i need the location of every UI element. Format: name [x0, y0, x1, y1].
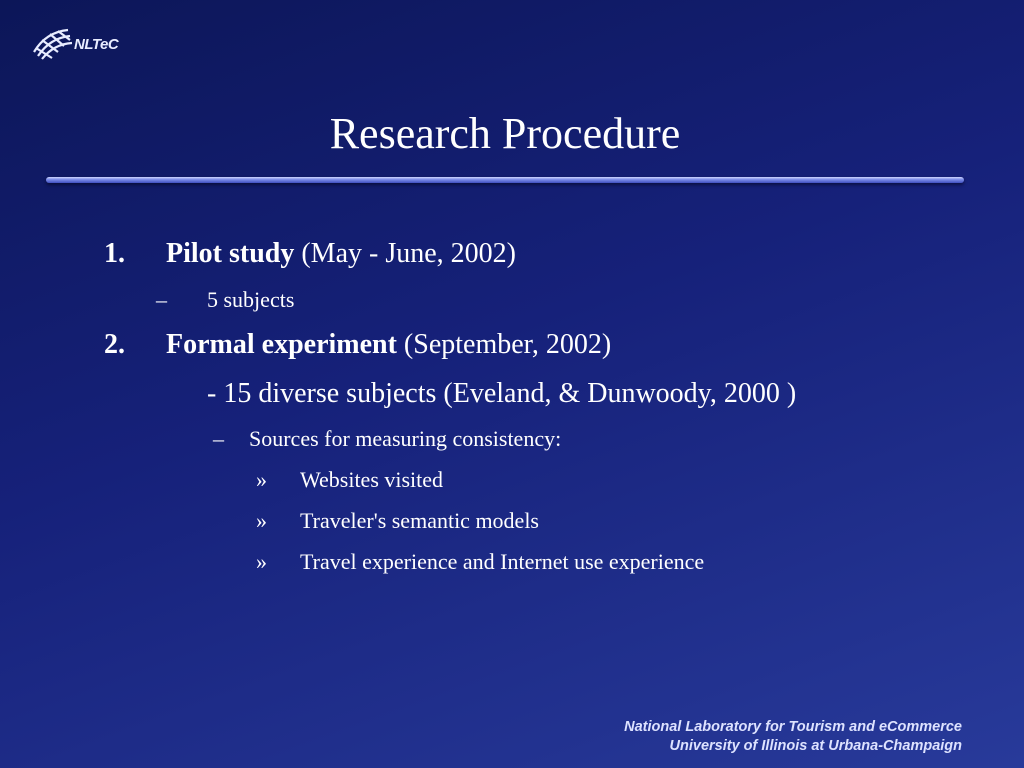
subsub-bullet: »: [256, 508, 267, 533]
list-item-heading: [166, 238, 516, 270]
subsub-bullet: »: [256, 467, 267, 492]
item-bold-label: Pilot study: [166, 238, 295, 269]
sub-item: 5 subjects: [207, 287, 295, 312]
plain-line: - 15 diverse subjects (Eveland, & Dunwoody, 2000 ): [207, 378, 797, 409]
subsub-item: Traveler's semantic models: [300, 508, 539, 533]
logo: [30, 26, 118, 62]
footer-organization: National Laboratory for Tourism and eCommerce: [624, 719, 962, 735]
sub-bullet: –: [213, 426, 224, 451]
slide-title: Research Procedure: [329, 109, 681, 158]
subsub-bullet: »: [256, 549, 267, 574]
title-divider: [46, 177, 964, 183]
item-number: 1.: [104, 238, 125, 269]
sub-bullet: –: [156, 287, 167, 312]
globe-grid-icon: [30, 26, 74, 62]
item-detail: (September, 2002): [396, 329, 612, 360]
list-item-heading: [166, 329, 611, 361]
item-detail: (May - June, 2002): [294, 238, 516, 269]
sub-item: Sources for measuring consistency:: [249, 426, 562, 451]
item-number: 2.: [104, 329, 125, 360]
footer-university: University of Illinois at Urbana-Champaign: [669, 738, 962, 754]
subsub-item: Websites visited: [300, 467, 444, 492]
item-bold-label: Formal experiment: [166, 329, 397, 360]
subsub-item: Travel experience and Internet use experience: [300, 549, 705, 574]
logo-text: NLTeC: [74, 35, 119, 53]
